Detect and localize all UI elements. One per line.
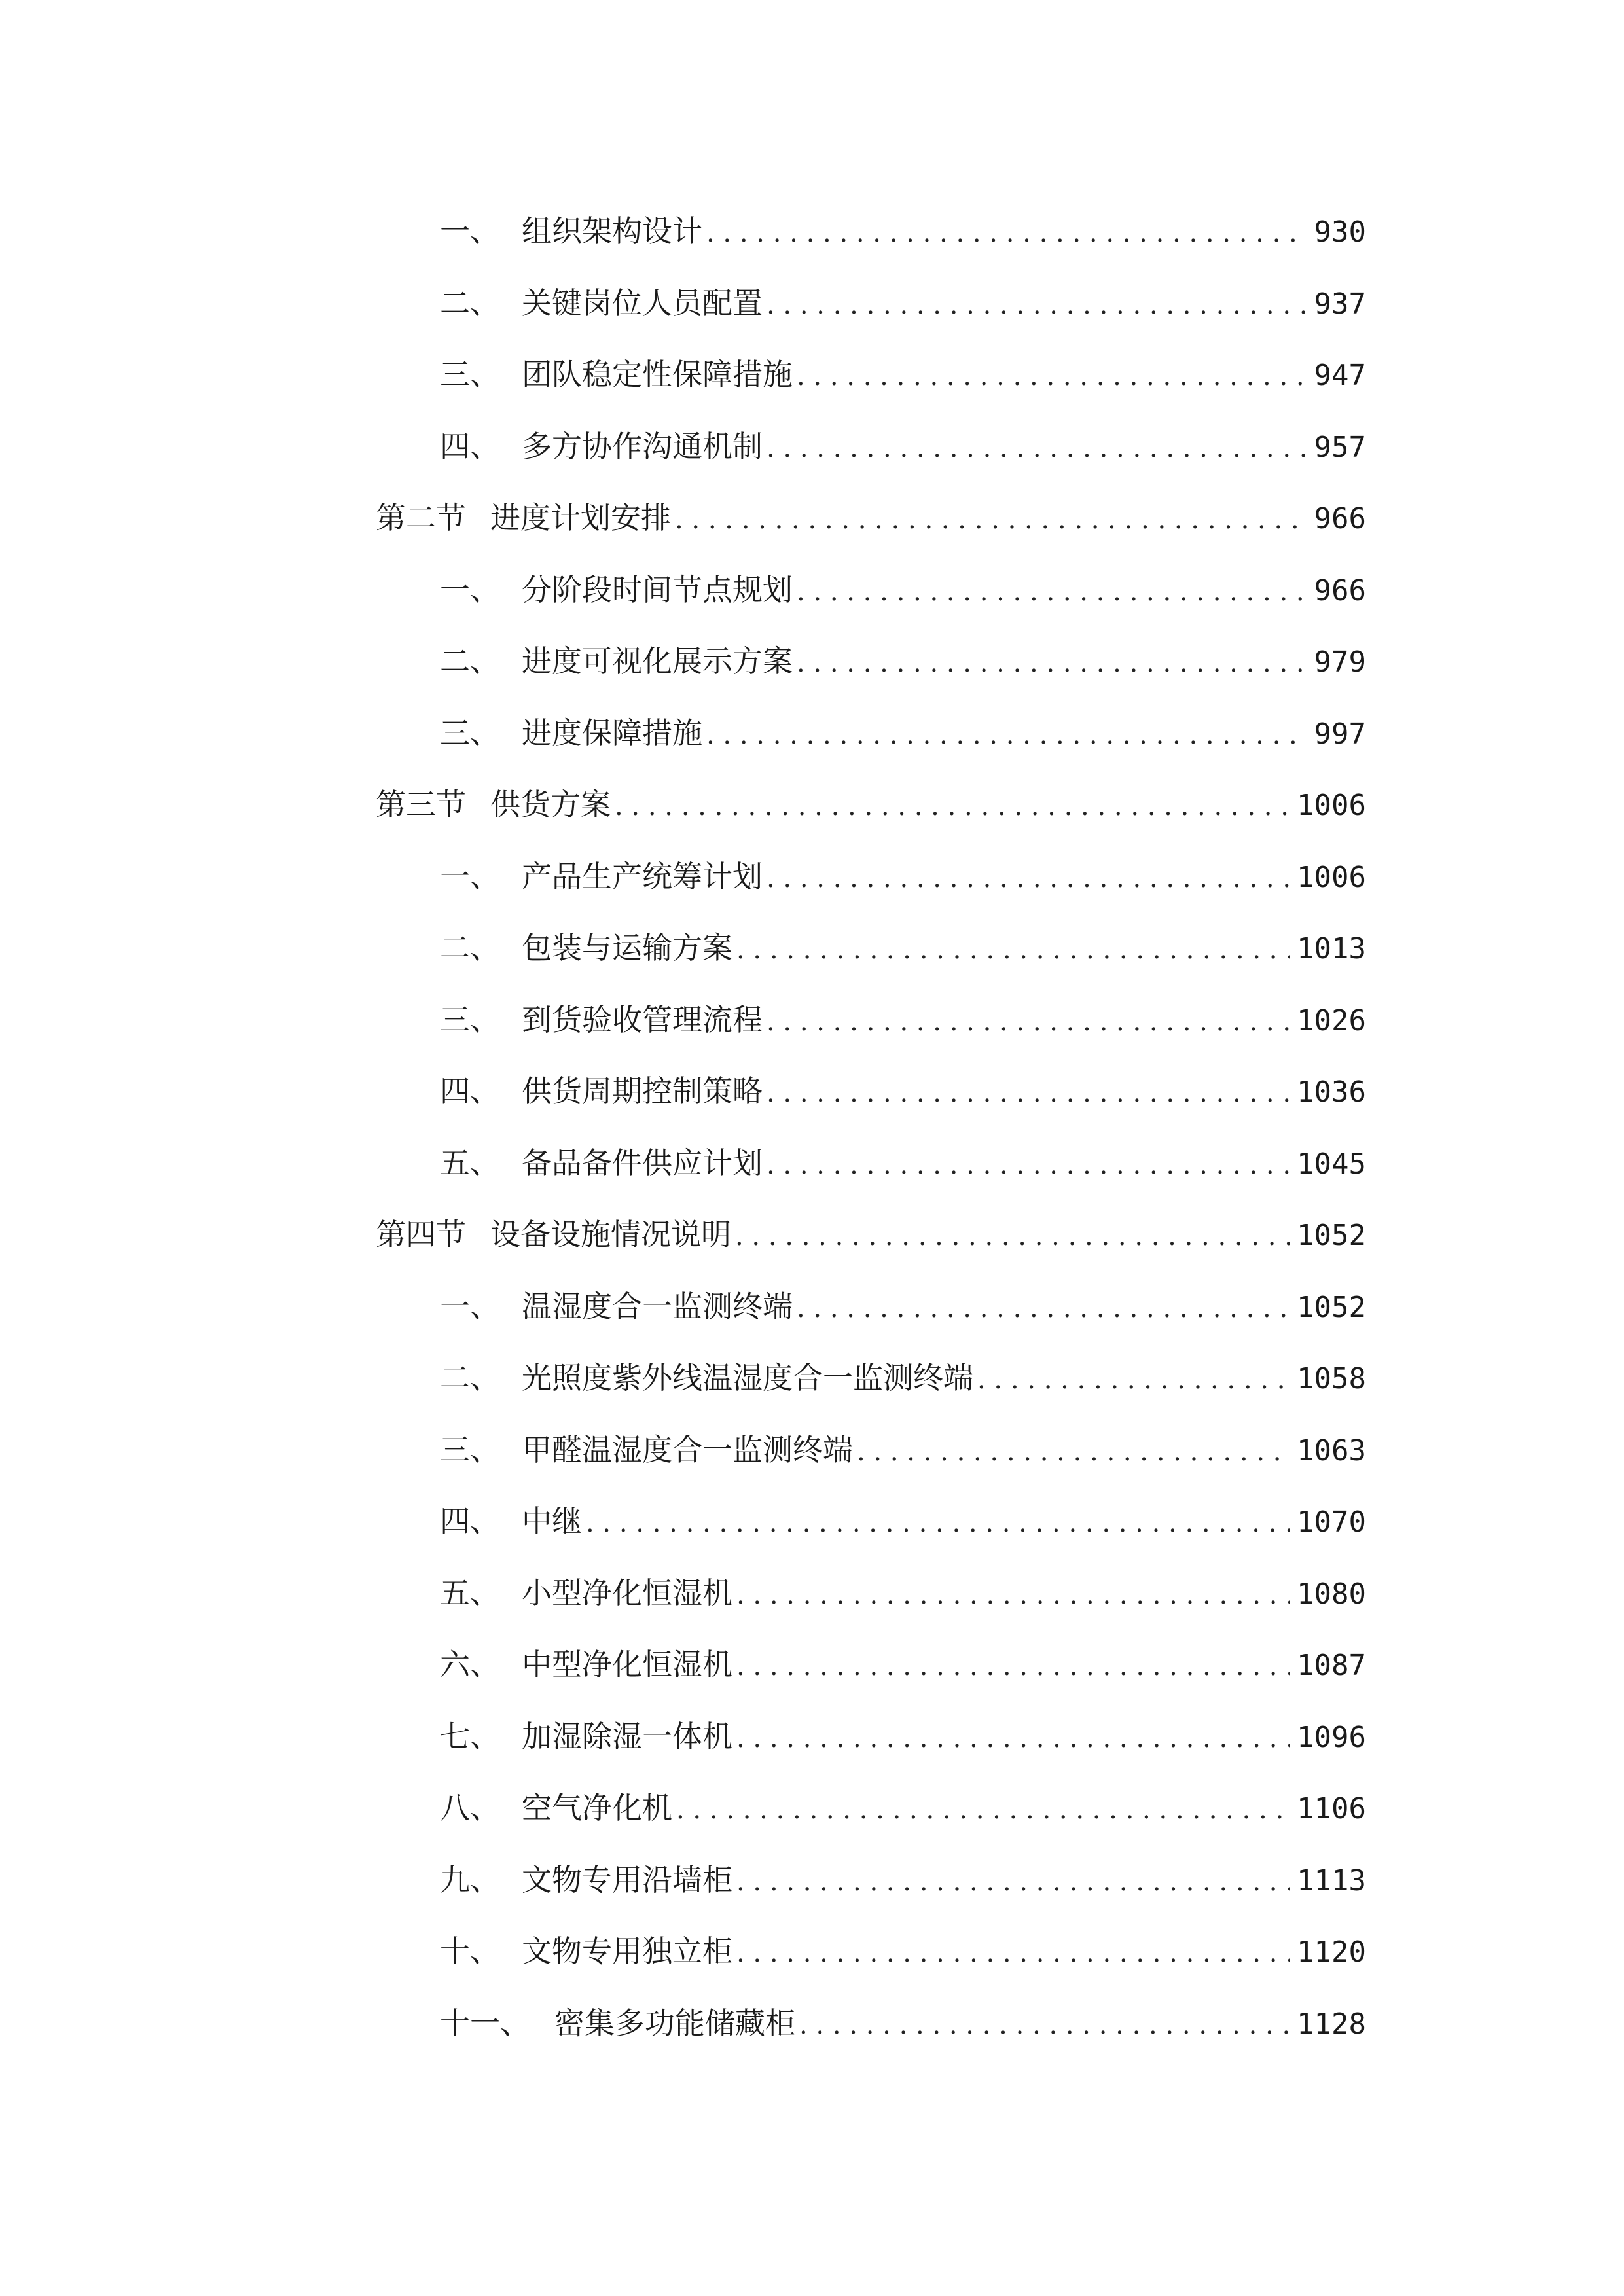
toc-entry-number: 七、 — [440, 1718, 500, 1754]
toc-entry-collaboration[interactable] — [0, 404, 1624, 476]
toc-entry-title: 关键岗位人员配置 — [522, 285, 763, 321]
toc-entry-light-uv-terminal[interactable] — [0, 1335, 1624, 1407]
toc-entry-production-plan[interactable] — [0, 834, 1624, 906]
toc-section-number: 第三节 — [376, 787, 466, 822]
toc-entry-number: 三、 — [440, 715, 500, 751]
toc-entry-page: 1006 — [1297, 789, 1366, 822]
toc-dot-leader — [767, 1064, 1290, 1122]
toc-entry-page: 1013 — [1297, 932, 1366, 965]
toc-entry-number: 三、 — [440, 357, 500, 392]
toc-entry-number: 九、 — [440, 1861, 500, 1897]
toc-entry-organization-design[interactable] — [0, 188, 1624, 260]
toc-entry-number: 三、 — [440, 1431, 500, 1467]
toc-entry-number: 六、 — [440, 1647, 500, 1682]
toc-entry-page: 1052 — [1297, 1219, 1366, 1252]
toc-dot-leader — [797, 562, 1308, 621]
toc-entry-number: 四、 — [440, 1073, 500, 1109]
toc-entry-page: 1052 — [1297, 1290, 1366, 1324]
toc-section-schedule[interactable] — [0, 475, 1624, 547]
toc-entry-spare-parts[interactable] — [0, 1121, 1624, 1193]
toc-entry-number: 四、 — [440, 428, 500, 464]
toc-entry-title: 中型净化恒湿机 — [522, 1647, 732, 1682]
toc-entry-number: 十一、 — [440, 2005, 530, 2041]
toc-dot-leader — [799, 1996, 1290, 2054]
toc-entry-title: 多方协作沟通机制 — [522, 428, 763, 464]
toc-entry-title: 加湿除湿一体机 — [522, 1718, 732, 1754]
toc-entry-title: 包装与运输方案 — [522, 930, 732, 965]
toc-dot-leader — [797, 347, 1308, 406]
toc-section-equipment[interactable] — [0, 1192, 1624, 1264]
toc-entry-number: 一、 — [440, 1288, 500, 1324]
toc-entry-formaldehyde-terminal[interactable] — [0, 1407, 1624, 1479]
toc-dot-leader — [736, 1709, 1290, 1768]
toc-dot-leader — [676, 1780, 1290, 1839]
toc-entry-number: 二、 — [440, 285, 500, 321]
toc-section-title: 供货方案 — [490, 787, 611, 822]
toc-entry-title: 到货验收管理流程 — [522, 1001, 763, 1037]
toc-entry-number: 一、 — [440, 571, 500, 607]
toc-entry-page: 947 — [1314, 359, 1366, 392]
toc-entry-number: 一、 — [440, 213, 500, 249]
toc-entry-page: 966 — [1314, 573, 1366, 607]
toc-entry-number: 五、 — [440, 1575, 500, 1611]
toc-dot-leader — [767, 849, 1290, 908]
toc-entry-small-purifier-humidistat[interactable] — [0, 1551, 1624, 1623]
toc-entry-packaging-transport[interactable] — [0, 905, 1624, 977]
toc-entry-page: 1113 — [1297, 1863, 1366, 1897]
toc-entry-page: 1063 — [1297, 1433, 1366, 1467]
toc-entry-page: 1087 — [1297, 1649, 1366, 1682]
toc-entry-number: 二、 — [440, 1360, 500, 1395]
toc-entry-title: 供货周期控制策略 — [522, 1073, 763, 1109]
table-of-contents — [0, 188, 1624, 2052]
toc-entry-page: 1128 — [1297, 2007, 1366, 2041]
toc-entry-page: 1026 — [1297, 1003, 1366, 1037]
toc-section-number: 第二节 — [376, 500, 466, 535]
toc-entry-number: 二、 — [440, 930, 500, 965]
toc-dot-leader — [797, 1279, 1290, 1338]
toc-entry-title: 小型净化恒湿机 — [522, 1575, 732, 1611]
toc-entry-page: 1120 — [1297, 1935, 1366, 1969]
toc-dot-leader — [615, 777, 1290, 836]
toc-entry-number: 三、 — [440, 1001, 500, 1037]
toc-dot-leader — [706, 706, 1308, 764]
toc-entry-title: 温湿度合一监测终端 — [522, 1288, 793, 1324]
toc-entry-title: 备品备件供应计划 — [522, 1145, 763, 1181]
toc-entry-title: 密集多功能储藏柜 — [554, 2005, 795, 2041]
toc-section-supply[interactable] — [0, 762, 1624, 834]
toc-section-title: 进度计划安排 — [490, 500, 671, 535]
toc-section-title: 设备设施情况说明 — [490, 1217, 731, 1252]
toc-entry-page: 1058 — [1297, 1362, 1366, 1395]
toc-entry-compact-storage-cabinet[interactable] — [0, 1981, 1624, 2053]
toc-entry-phase-milestones[interactable] — [0, 547, 1624, 619]
toc-dot-leader — [675, 490, 1308, 549]
toc-entry-standalone-cabinet[interactable] — [0, 1909, 1624, 1981]
toc-entry-title: 中继 — [522, 1503, 582, 1539]
toc-dot-leader — [736, 1566, 1290, 1624]
toc-entry-supply-cycle[interactable] — [0, 1049, 1624, 1121]
toc-dot-leader — [735, 1207, 1290, 1266]
toc-entry-key-personnel[interactable] — [0, 260, 1624, 332]
toc-entry-title: 团队稳定性保障措施 — [522, 357, 793, 392]
toc-entry-page: 937 — [1314, 287, 1366, 321]
toc-entry-th-terminal[interactable] — [0, 1264, 1624, 1336]
toc-dot-leader — [736, 1637, 1290, 1696]
toc-dot-leader — [736, 920, 1290, 979]
toc-entry-page: 1036 — [1297, 1075, 1366, 1109]
toc-entry-page: 930 — [1314, 215, 1366, 249]
toc-entry-acceptance-process[interactable] — [0, 977, 1624, 1049]
toc-dot-leader — [736, 1924, 1290, 1982]
toc-entry-page: 957 — [1314, 430, 1366, 464]
toc-entry-title: 分阶段时间节点规划 — [522, 571, 793, 607]
toc-dot-leader — [706, 204, 1308, 262]
toc-entry-page: 1106 — [1297, 1792, 1366, 1825]
toc-entry-page: 997 — [1314, 717, 1366, 751]
toc-entry-air-purifier[interactable] — [0, 1765, 1624, 1837]
toc-dot-leader — [797, 634, 1308, 692]
toc-entry-progress-visualization[interactable] — [0, 619, 1624, 691]
toc-entry-number: 十、 — [440, 1933, 500, 1969]
toc-entry-title: 甲醛温湿度合一监测终端 — [522, 1431, 853, 1467]
toc-entry-page: 979 — [1314, 645, 1366, 679]
toc-entry-page: 1045 — [1297, 1147, 1366, 1181]
toc-entry-humidifier-dehumidifier[interactable] — [0, 1694, 1624, 1766]
toc-entry-number: 四、 — [440, 1503, 500, 1539]
toc-entry-page: 1070 — [1297, 1505, 1366, 1539]
toc-entry-number: 二、 — [440, 643, 500, 679]
toc-entry-page: 1080 — [1297, 1577, 1366, 1611]
toc-entry-title: 进度可视化展示方案 — [522, 643, 793, 679]
toc-entry-title: 产品生产统筹计划 — [522, 858, 763, 894]
toc-entry-medium-purifier-humidistat[interactable] — [0, 1622, 1624, 1694]
toc-dot-leader — [767, 276, 1308, 334]
toc-entry-progress-assurance[interactable] — [0, 691, 1624, 762]
toc-entry-number: 五、 — [440, 1145, 500, 1181]
toc-entry-number: 一、 — [440, 858, 500, 894]
toc-entry-page: 1006 — [1297, 860, 1366, 894]
toc-entry-title: 文物专用独立柜 — [522, 1933, 732, 1969]
toc-dot-leader — [736, 1852, 1290, 1911]
toc-entry-page: 1096 — [1297, 1720, 1366, 1754]
toc-entry-team-stability[interactable] — [0, 332, 1624, 404]
toc-dot-leader — [767, 1136, 1290, 1194]
toc-entry-relay[interactable] — [0, 1479, 1624, 1551]
toc-entry-wall-cabinet[interactable] — [0, 1837, 1624, 1909]
toc-entry-title: 组织架构设计 — [522, 213, 702, 249]
toc-dot-leader — [977, 1350, 1290, 1409]
toc-entry-title: 文物专用沿墙柜 — [522, 1861, 732, 1897]
toc-dot-leader — [857, 1422, 1290, 1481]
toc-entry-page: 966 — [1314, 502, 1366, 535]
toc-dot-leader — [767, 419, 1308, 478]
toc-entry-title: 空气净化机 — [522, 1790, 672, 1825]
toc-dot-leader — [767, 992, 1290, 1051]
toc-dot-leader — [586, 1494, 1290, 1552]
toc-entry-title: 进度保障措施 — [522, 715, 702, 751]
toc-entry-number: 八、 — [440, 1790, 500, 1825]
toc-entry-title: 光照度紫外线温湿度合一监测终端 — [522, 1360, 973, 1395]
toc-section-number: 第四节 — [376, 1217, 466, 1252]
